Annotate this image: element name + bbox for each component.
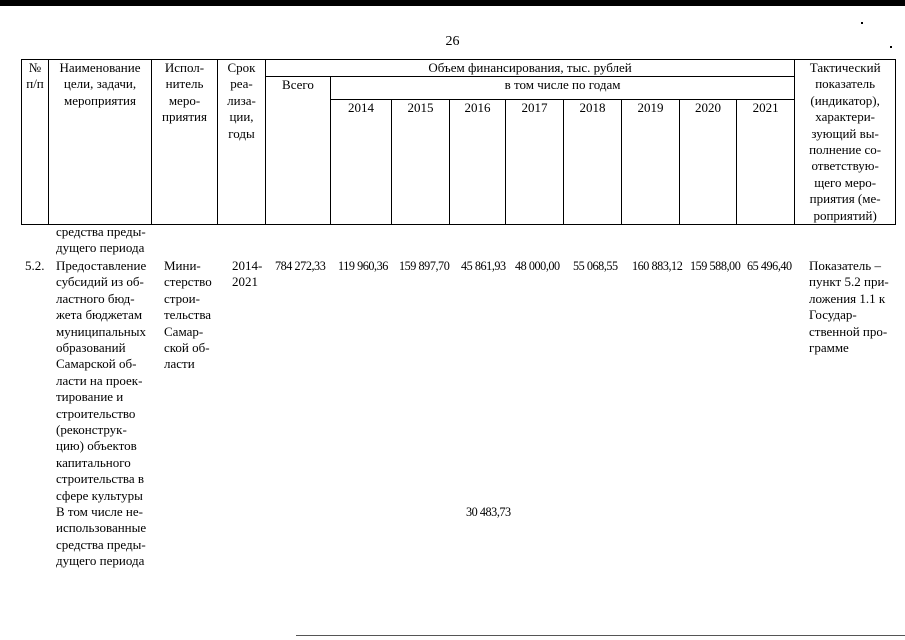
- header-year: 2014: [331, 100, 392, 225]
- subrow-name: В том числе не- использованные средства преды- дущего периода: [56, 504, 147, 569]
- row-value-2019: 160 883,12: [632, 259, 683, 273]
- header-year: 2017: [506, 100, 564, 225]
- page-number: 26: [445, 34, 460, 49]
- row-value-2015: 159 897,70: [399, 259, 450, 273]
- row-value-2014: 119 960,36: [338, 259, 388, 273]
- header-total: Всего: [266, 77, 331, 225]
- scan-bottom-edge: [296, 635, 905, 636]
- header-term: Срок реа- лиза- ции, годы: [218, 60, 266, 225]
- row-value-2016: 45 861,93: [461, 259, 506, 273]
- row-total: 784 272,33: [275, 259, 326, 273]
- header-indicator: Тактический показатель (индикатор), характери- зующий вы- полнение со- ответствую- щего меро- приятия (ме- роприятий): [795, 60, 896, 225]
- row-term: 2014- 2021: [232, 258, 263, 290]
- row-number: 5.2.: [25, 258, 45, 273]
- header-number: № п/п: [22, 60, 49, 225]
- subrow-value-2016: 30 483,73: [466, 505, 511, 519]
- scan-speck: [890, 46, 892, 48]
- header-funding-title: Объем финансирования, тыс. рублей: [266, 60, 795, 77]
- header-table: [21, 59, 896, 225]
- header-name: Наименование цели, задачи, мероприятия: [49, 60, 152, 225]
- row-value-2017: 48 000,00: [515, 259, 560, 273]
- row-value-2018: 55 068,55: [573, 259, 618, 273]
- header-executor: Испол- нитель меро- приятия: [152, 60, 218, 225]
- header-year: 2015: [392, 100, 450, 225]
- header-year: 2016: [450, 100, 506, 225]
- row-executor: Мини- стерство строи- тельства Самар- ской об- ласти: [164, 258, 212, 372]
- header-by-years: в том числе по годам: [331, 77, 795, 100]
- row-indicator: Показатель – пункт 5.2 при- ложения 1.1 к Государ- ственной про- грамме: [809, 258, 889, 356]
- header-year: 2021: [737, 100, 795, 225]
- row-value-2021: 65 496,40: [747, 259, 792, 273]
- row-name: Предоставление субсидий из об- ластного бюд- жета бюджетам муниципальных образований Самарской об- ласти на проек- тирование и строительство (реконструк- цию) объектов капитального строительства в сфере культуры: [56, 258, 147, 503]
- header-year: 2019: [622, 100, 680, 225]
- header-year: 2018: [564, 100, 622, 225]
- carry-over-text: средства преды- дущего периода: [56, 224, 146, 256]
- scan-speck: [861, 22, 863, 24]
- scan-top-border: [0, 0, 905, 6]
- header-year: 2020: [680, 100, 737, 225]
- row-value-2020: 159 588,00: [690, 259, 741, 273]
